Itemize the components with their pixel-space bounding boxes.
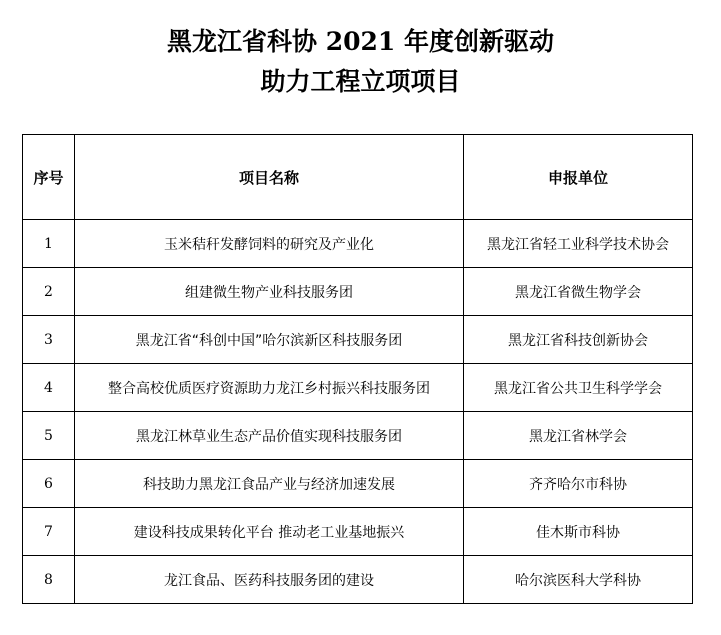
- row-applicant-unit: 哈尔滨医科大学科协: [464, 556, 693, 604]
- table-row: [23, 460, 693, 508]
- row-applicant-unit: 黑龙江省微生物学会: [464, 268, 693, 316]
- row-serial-number: 5: [23, 412, 75, 460]
- table-row: [23, 268, 693, 316]
- table-row: [23, 412, 693, 460]
- row-serial-number: 2: [23, 268, 75, 316]
- header-project-name: 项目名称: [75, 135, 464, 220]
- table-header-row: [23, 135, 693, 220]
- table-row: [23, 556, 693, 604]
- project-table: [22, 134, 693, 604]
- table-row: [23, 364, 693, 412]
- row-project-name: 黑龙江林草业生态产品价值实现科技服务团: [75, 412, 464, 460]
- row-applicant-unit: 黑龙江省林学会: [464, 412, 693, 460]
- document-title: [0, 22, 721, 102]
- row-serial-number: 8: [23, 556, 75, 604]
- row-project-name: 建设科技成果转化平台 推动老工业基地振兴: [75, 508, 464, 556]
- table-row: [23, 316, 693, 364]
- row-serial-number: 6: [23, 460, 75, 508]
- row-project-name: 组建微生物产业科技服务团: [75, 268, 464, 316]
- row-project-name: 黑龙江省“科创中国”哈尔滨新区科技服务团: [75, 316, 464, 364]
- row-project-name: 科技助力黑龙江食品产业与经济加速发展: [75, 460, 464, 508]
- row-applicant-unit: 黑龙江省轻工业科学技术协会: [464, 220, 693, 268]
- row-serial-number: 1: [23, 220, 75, 268]
- row-project-name: 整合高校优质医疗资源助力龙江乡村振兴科技服务团: [75, 364, 464, 412]
- table-row: [23, 220, 693, 268]
- row-serial-number: 4: [23, 364, 75, 412]
- table-row: [23, 508, 693, 556]
- title-line-2: 助力工程立项项目: [260, 67, 461, 96]
- title-line-1: 黑龙江省科协 2021 年度创新驱动: [167, 27, 554, 56]
- row-project-name: 龙江食品、医药科技服务团的建设: [75, 556, 464, 604]
- row-applicant-unit: 齐齐哈尔市科协: [464, 460, 693, 508]
- row-applicant-unit: 黑龙江省公共卫生科学学会: [464, 364, 693, 412]
- header-serial-number: 序号: [23, 135, 75, 220]
- row-project-name: 玉米秸秆发酵饲料的研究及产业化: [75, 220, 464, 268]
- row-applicant-unit: 佳木斯市科协: [464, 508, 693, 556]
- row-serial-number: 7: [23, 508, 75, 556]
- header-applicant-unit: 申报单位: [464, 135, 693, 220]
- row-applicant-unit: 黑龙江省科技创新协会: [464, 316, 693, 364]
- row-serial-number: 3: [23, 316, 75, 364]
